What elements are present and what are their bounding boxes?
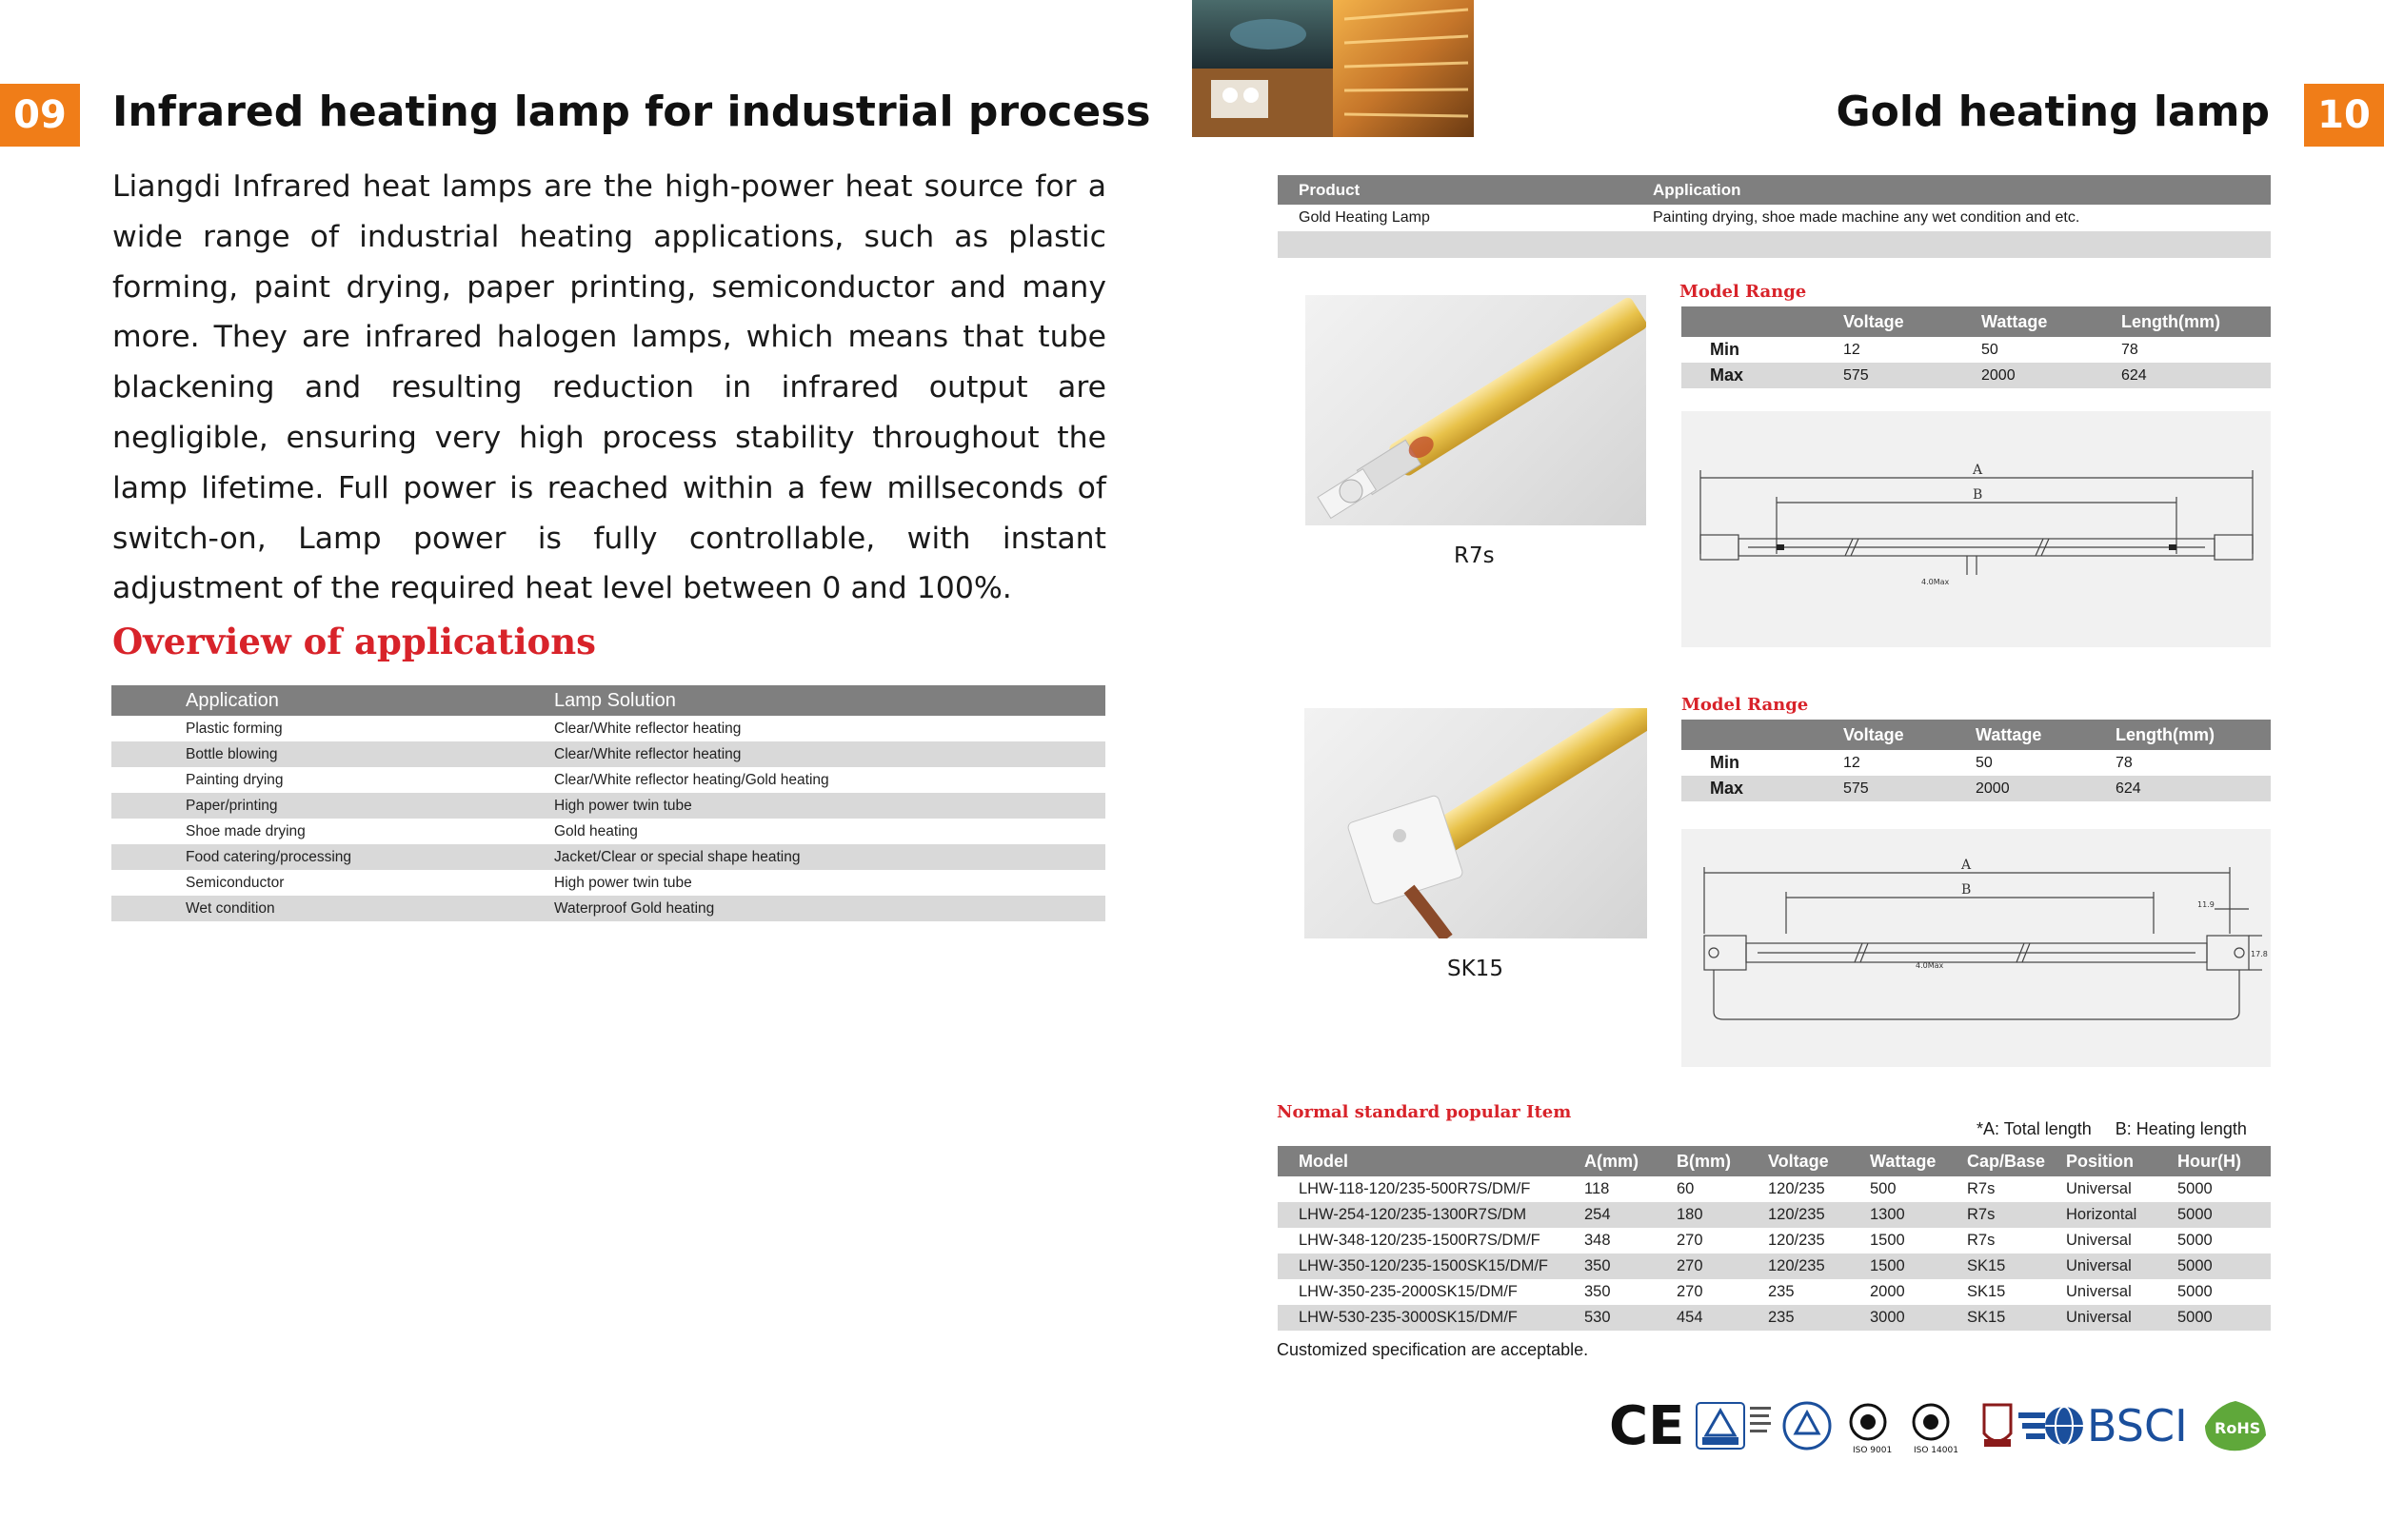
dim-label-b: B: [1973, 487, 1983, 503]
column-header: Application: [1653, 175, 2271, 205]
table-header-row: [1278, 175, 2271, 205]
page-number-right: 10: [2304, 84, 2384, 147]
table-row: [111, 844, 1105, 870]
position-cell: Universal: [2066, 1232, 2132, 1249]
table-row: [1278, 1176, 2271, 1202]
solution-cell: High power twin tube: [554, 874, 692, 891]
table-header-row: [1278, 1146, 2271, 1176]
solution-cell: Clear/White reflector heating: [554, 720, 742, 737]
sk15-dimension-diagram: [1681, 829, 2271, 1067]
range-value: 575: [1843, 363, 1981, 388]
model-range-title: Model Range: [1679, 282, 1807, 302]
hour-cell: 5000: [2177, 1232, 2213, 1249]
solution-cell: Clear/White reflector heating: [554, 741, 1105, 767]
range-label: Max: [1681, 363, 1843, 388]
position-cell: Universal: [2066, 1283, 2132, 1300]
application-cell: Plastic forming: [186, 720, 283, 737]
wattage-cell: 1500: [1870, 1232, 1905, 1249]
model-cell: LHW-530-235-3000SK15/DM/F: [1278, 1305, 1584, 1331]
a-cell: 350: [1584, 1254, 1677, 1279]
a-cell: 348: [1584, 1232, 1611, 1249]
range-value: 12: [1843, 754, 1860, 771]
sk15-diagram-drawing: [1681, 829, 2271, 1067]
range-value: 624: [2121, 363, 2271, 388]
table-row: [111, 767, 1105, 793]
application-cell: Painting drying: [186, 771, 284, 788]
table-header-row: [111, 685, 1105, 716]
hour-cell: 5000: [2177, 1305, 2271, 1331]
custom-spec-note: Customized specification are acceptable.: [1277, 1340, 1589, 1359]
a-cell: 350: [1584, 1283, 1611, 1300]
column-header: Model: [1278, 1146, 1584, 1176]
a-cell: 118: [1584, 1180, 1610, 1197]
column-header: Length(mm): [2121, 306, 2271, 337]
column-header: Length(mm): [2116, 720, 2271, 750]
range-label: Min: [1710, 340, 1739, 359]
table-row: [111, 741, 1105, 767]
base-cell: R7s: [1967, 1232, 1996, 1249]
intro-paragraph: Liangdi Infrared heat lamps are the high-power heat source for a wide range of industrial heating applications, such as plastic forming, paint drying, paper printing, semiconductor and many more. They are infrared halogen lamps, which means that tube blackening and resulting reduction in infrared output are negligible, ensuring very high process stability throughout the lamp lifetime. Full power is reached within a few millseconds of switch-on, Lamp power is fully controllable, with instant adjustment of the required heat level between 0 and 100%.: [112, 169, 1106, 606]
hour-cell: 5000: [2177, 1283, 2213, 1300]
product-table: [1278, 175, 2271, 258]
dim-label-a: A: [1961, 858, 1972, 873]
length-legend-note: *A: Total length B: Heating length: [1977, 1119, 2247, 1138]
dim-label-a: A: [1973, 463, 1983, 478]
sk15-label: SK15: [1447, 957, 1503, 981]
base-cell: SK15: [1967, 1254, 2066, 1279]
range-value: 12: [1843, 341, 1860, 358]
voltage-cell: 120/235: [1768, 1254, 1870, 1279]
application-cell: Bottle blowing: [111, 741, 554, 767]
range-value: 2000: [1976, 776, 2116, 801]
model-cell: LHW-350-120/235-1500SK15/DM/F: [1278, 1254, 1584, 1279]
voltage-cell: 235: [1768, 1305, 1870, 1331]
page-number-left: 09: [0, 84, 80, 147]
model-cell: LHW-118-120/235-500R7S/DM/F: [1299, 1180, 1531, 1197]
table-row: [1278, 1202, 2271, 1228]
header-photo-collage: [1192, 0, 1474, 137]
rohs-logo: [2197, 1397, 2274, 1454]
wattage-cell: 3000: [1870, 1305, 1967, 1331]
column-header: Product: [1278, 175, 1653, 205]
table-header-row: [1681, 720, 2271, 750]
bsci-globe-icon: [2018, 1397, 2085, 1454]
iso-14001-label: ISO 14001: [1914, 1446, 1958, 1454]
a-cell: 254: [1584, 1202, 1677, 1228]
r7s-dimension-diagram: [1681, 411, 2271, 647]
range-label: Max: [1681, 776, 1843, 801]
table-row: [1278, 231, 2271, 258]
table-row: [1681, 750, 2271, 776]
range-value: 78: [2121, 341, 2138, 358]
column-header: [1681, 306, 1843, 337]
column-header: Voltage: [1843, 306, 1981, 337]
model-cell: LHW-348-120/235-1500R7S/DM/F: [1299, 1232, 1540, 1249]
dim-label-height: 17.8: [2251, 950, 2268, 958]
r7s-range-table: [1681, 306, 2271, 388]
column-header: A(mm): [1584, 1146, 1677, 1176]
page-title-left: Infrared heating lamp for industrial process: [112, 88, 1151, 136]
range-value: 575: [1843, 776, 1976, 801]
applications-table: [111, 685, 1105, 921]
application-cell: Painting drying, shoe made machine any wet condition and etc.: [1653, 209, 2080, 226]
iso-9001-label: ISO 9001: [1853, 1446, 1893, 1454]
hour-cell: 5000: [2177, 1254, 2271, 1279]
range-value: 50: [1981, 341, 1998, 358]
b-cell: 454: [1677, 1305, 1768, 1331]
wattage-cell: 1500: [1870, 1254, 1967, 1279]
column-header: Voltage: [1768, 1146, 1870, 1176]
range-value: 50: [1976, 754, 1993, 771]
table-row: [1278, 1228, 2271, 1254]
solution-cell: Jacket/Clear or special shape heating: [554, 844, 1105, 870]
page-title-right: Gold heating lamp: [1836, 88, 2270, 136]
column-header: Lamp Solution: [554, 685, 1105, 716]
table-row: [1278, 1305, 2271, 1331]
solution-cell: Gold heating: [554, 822, 638, 839]
table-row: [111, 896, 1105, 921]
model-cell: LHW-254-120/235-1300R7S/DM: [1278, 1202, 1584, 1228]
column-header: Cap/Base: [1967, 1146, 2066, 1176]
application-cell: Paper/printing: [111, 793, 554, 819]
hour-cell: 5000: [2177, 1202, 2271, 1228]
application-cell: Wet condition: [111, 896, 554, 921]
r7s-lamp-photo: [1305, 295, 1646, 525]
popular-items-title: Normal standard popular Item: [1277, 1102, 1572, 1122]
b-cell: 60: [1677, 1180, 1695, 1197]
range-value: 624: [2116, 776, 2271, 801]
sk15-lamp-illustration: [1304, 708, 1647, 938]
b-cell: 270: [1677, 1283, 1703, 1300]
wattage-cell: 1300: [1870, 1202, 1967, 1228]
table-header-row: [1681, 306, 2271, 337]
table-row: [1681, 776, 2271, 801]
table-row: [111, 793, 1105, 819]
solution-cell: High power twin tube: [554, 793, 1105, 819]
position-cell: Universal: [2066, 1305, 2177, 1331]
wattage-cell: 2000: [1870, 1283, 1905, 1300]
hour-cell: 5000: [2177, 1180, 2213, 1197]
model-cell: LHW-350-235-2000SK15/DM/F: [1299, 1283, 1518, 1300]
base-cell: R7s: [1967, 1202, 2066, 1228]
position-cell: Universal: [2066, 1180, 2132, 1197]
base-cell: SK15: [1967, 1283, 2006, 1300]
dim-label-b: B: [1961, 882, 1972, 898]
range-value: 2000: [1981, 363, 2121, 388]
table-row: [111, 870, 1105, 896]
range-value: 78: [2116, 754, 2133, 771]
bsci-logo: BSCI: [2087, 1400, 2188, 1451]
table-row: [1278, 205, 2271, 231]
table-row: [1278, 1254, 2271, 1279]
a-cell: 530: [1584, 1305, 1677, 1331]
tuv-certification-logos: [1695, 1397, 1980, 1454]
r7s-lamp-illustration: [1305, 295, 1646, 525]
solution-cell: Waterproof Gold heating: [554, 896, 1105, 921]
voltage-cell: 235: [1768, 1283, 1795, 1300]
bureau-veritas-logo: [1978, 1397, 2016, 1454]
b-cell: 180: [1677, 1202, 1768, 1228]
table-row: [1278, 1279, 2271, 1305]
column-header: Application: [111, 685, 554, 716]
column-header: Wattage: [1870, 1146, 1967, 1176]
position-cell: Universal: [2066, 1254, 2177, 1279]
solution-cell: Clear/White reflector heating/Gold heating: [554, 771, 829, 788]
ce-mark-logo: CE: [1609, 1394, 1685, 1457]
application-cell: Semiconductor: [186, 874, 285, 891]
b-cell: 270: [1677, 1232, 1703, 1249]
column-header: Wattage: [1981, 306, 2121, 337]
column-header: Wattage: [1976, 720, 2116, 750]
applications-heading: Overview of applications: [112, 621, 596, 662]
dim-label-max: 4.0Max: [1921, 578, 1950, 586]
product-cell: Gold Heating Lamp: [1299, 209, 1430, 226]
column-header: [1681, 720, 1843, 750]
wattage-cell: 500: [1870, 1180, 1897, 1197]
table-row: [111, 716, 1105, 741]
range-label: Min: [1710, 753, 1739, 772]
r7s-label: R7s: [1454, 543, 1495, 568]
position-cell: Horizontal: [2066, 1202, 2177, 1228]
model-range-title: Model Range: [1681, 695, 1809, 715]
column-header: Position: [2066, 1146, 2177, 1176]
table-row: [111, 819, 1105, 844]
sk15-range-table: [1681, 720, 2271, 801]
b-cell: 270: [1677, 1254, 1768, 1279]
application-cell: Shoe made drying: [186, 822, 306, 839]
column-header: Hour(H): [2177, 1146, 2271, 1176]
popular-items-table: [1278, 1146, 2271, 1331]
column-header: Voltage: [1843, 720, 1976, 750]
column-header: B(mm): [1677, 1146, 1768, 1176]
dim-label-width: 11.9: [2197, 900, 2215, 909]
voltage-cell: 120/235: [1768, 1232, 1825, 1249]
r7s-diagram-drawing: [1681, 411, 2271, 647]
voltage-cell: 120/235: [1768, 1180, 1825, 1197]
table-row: [1681, 363, 2271, 388]
rohs-label: RoHS: [2215, 1419, 2261, 1437]
base-cell: R7s: [1967, 1180, 1996, 1197]
sk15-lamp-photo: [1304, 708, 1647, 938]
base-cell: SK15: [1967, 1305, 2066, 1331]
dim-label-max: 4.0Max: [1916, 961, 1944, 970]
application-cell: Food catering/processing: [111, 844, 554, 870]
voltage-cell: 120/235: [1768, 1202, 1870, 1228]
table-row: [1681, 337, 2271, 363]
